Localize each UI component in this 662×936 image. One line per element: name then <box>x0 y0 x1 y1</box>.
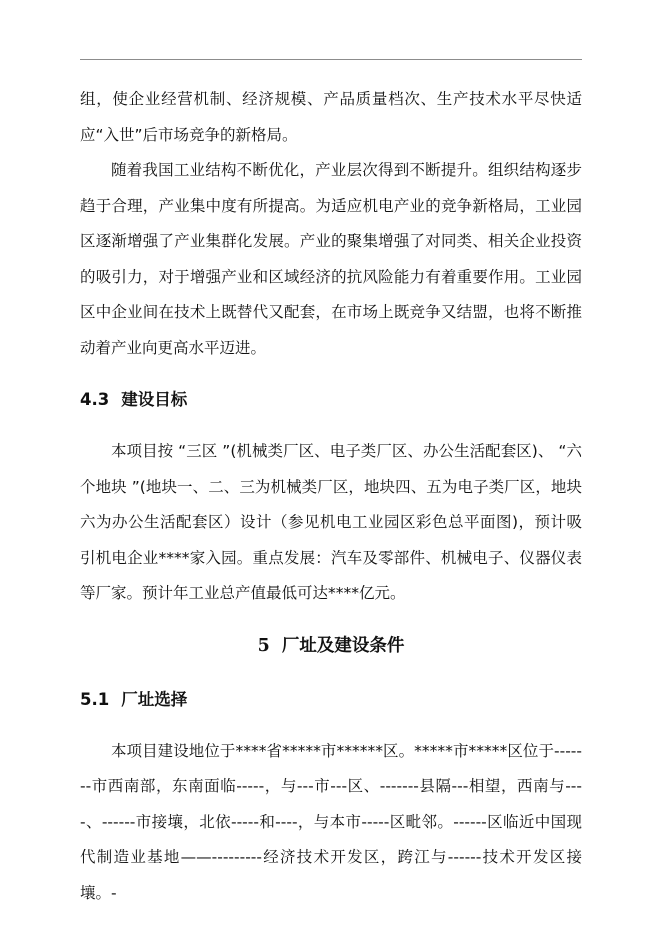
chapter-number: 5 <box>257 635 270 656</box>
section-title: 建设目标 <box>121 390 188 409</box>
header-rule <box>80 59 582 60</box>
section-number: 4.3 <box>80 390 110 409</box>
paragraph: 随着我国工业结构不断优化，产业层次得到不断提升。组织结构逐步趋于合理，产业集中度有所提高。为适应机电产业的竞争新格局，工业园区逐渐增强了产业集群化发展。产业的聚集增强了对同类、相关企业投资的吸引力，对于增强产业和区域经济的抗风险能力有着重要作用。工业园区中企业间在技术上既替代又配套，在市场上既竞争又结盟，也将不断推动着产业向更高水平迈进。 <box>80 161 582 357</box>
paragraph: 本项目建设地位于****省*****市******区。*****市*****区位于-------市西南部，东南面临-----，与---市---区、-------县隔---相望，西南与----、------市接壤，北依-----和----，与本市-----区毗邻。------区临近中国现代制造业基地——---------经济技术开发区，跨江与------技术开发区接壤。- <box>80 741 582 902</box>
document-body <box>80 82 582 911</box>
section-number: 5.1 <box>80 689 110 709</box>
chapter-title: 厂址及建设条件 <box>281 635 405 656</box>
paragraph: 本项目按 “三区 ”(机械类厂区、电子类厂区、办公生活配套区)、 “六个地块 ”(地块一、二、三为机械类厂区，地块四、五为电子类厂区，地块六为办公生活配套区）设计（参见机电工业园区彩色总平面图)，预计吸引机电企业****家入园。重点发展：汽车及零部件、机械电子、仪器仪表等厂家。预计年工业总产值最低可达****亿元。 <box>80 442 582 602</box>
section-title: 厂址选择 <box>121 689 188 709</box>
paragraph: 组，使企业经营机制、经济规模、产品质量档次、生产技术水平尽快适应“入世”后市场竞争的新格局。 <box>80 90 582 144</box>
chapter-heading-5 <box>80 626 582 666</box>
section-heading-4-3 <box>80 382 582 418</box>
section-heading-5-1 <box>80 682 582 718</box>
